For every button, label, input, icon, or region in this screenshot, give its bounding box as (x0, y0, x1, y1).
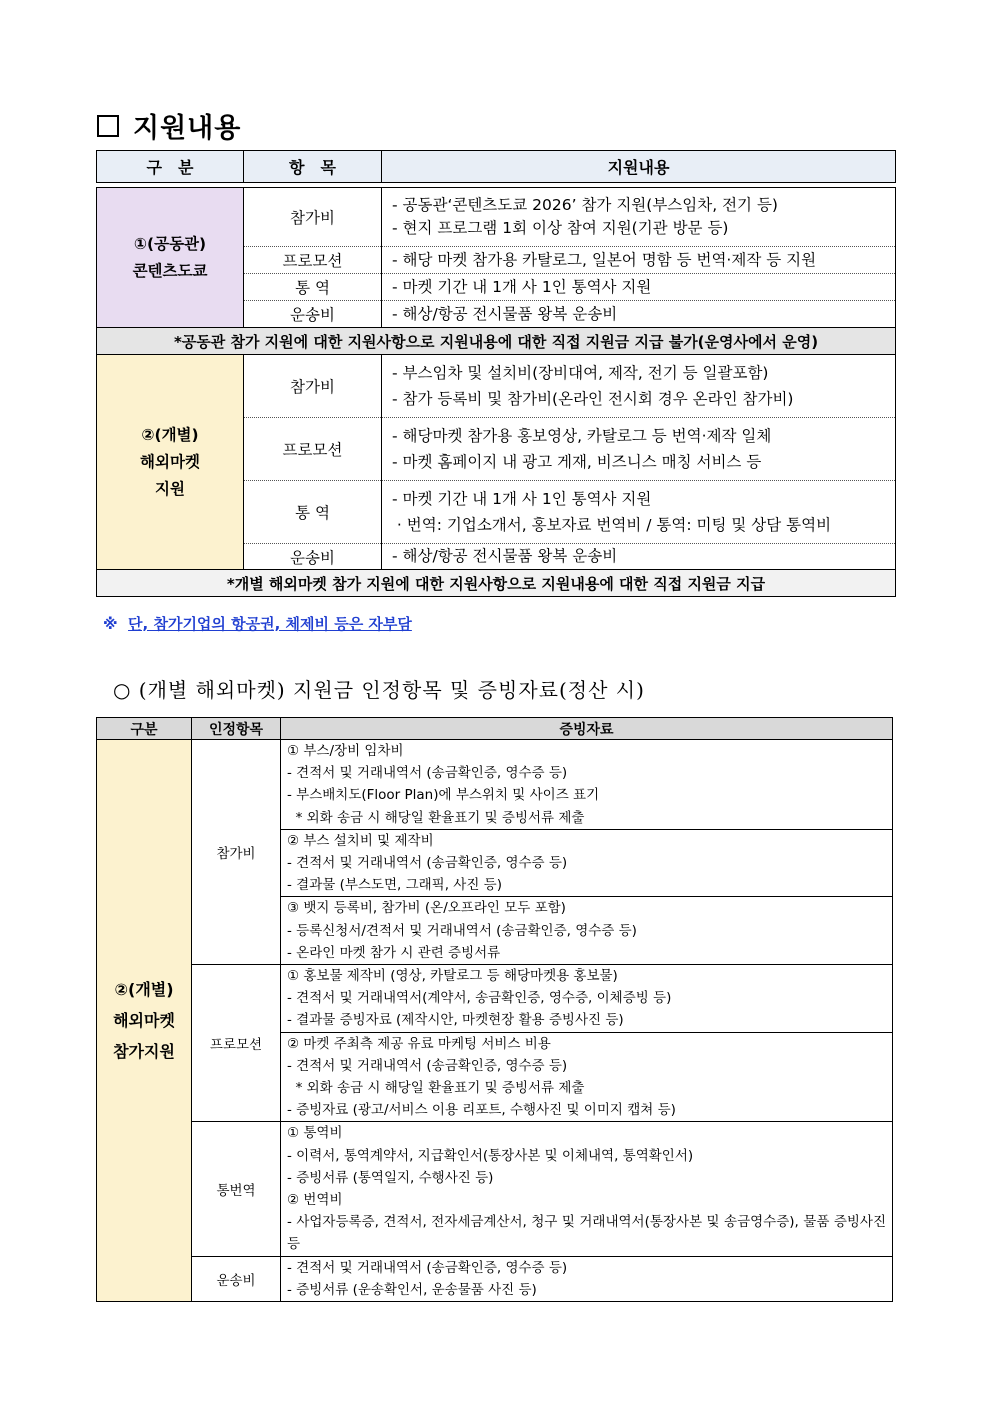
evidence-cell (281, 740, 893, 830)
evidence-line: - 등록신청서/견적서 및 거래내역서 (송금확인증, 영수증 등) (287, 922, 637, 939)
evidence-line: * 외화 송금 시 해당일 환율표기 및 증빙서류 제출 (287, 1080, 585, 1097)
evidence-line: - 견적서 및 거래내역서 (송금확인증, 영수증 등) (287, 1057, 568, 1074)
individual-note: *개별 해외마켓 참가 지원에 대한 지원사항으로 지원내용에 대한 직접 지원금 지급 (97, 570, 896, 597)
content-line: - 해상/항공 전시물품 왕복 운송비 (392, 547, 618, 565)
evidence-cell (281, 1256, 893, 1301)
category-line: ②(개별) (114, 980, 174, 1000)
content-line: · 번역: 기업소개서, 홍보자료 번역비 / 통역: 미팅 및 상담 통역비 (392, 516, 832, 534)
section-title-text: 지원내용 (133, 113, 242, 144)
support-content-table (96, 150, 896, 597)
evidence-line: ① 부스/장비 임차비 (287, 743, 404, 759)
content-cell (382, 418, 896, 481)
item-cell: 운송비 (244, 301, 382, 328)
evidence-line: - 증빙서류 (통역일지, 수행사진 등) (287, 1169, 494, 1186)
evidence-line: - 증빙서류 (운송확인서, 운송물품 사진 등) (287, 1281, 537, 1298)
content-line: - 공동관‘콘텐츠도쿄 2026’ 참가 지원(부스임차, 전기 등) (392, 196, 778, 214)
table-row (97, 188, 896, 247)
evidence-line: - 견적서 및 거래내역서 (송금확인증, 영수증 등) (287, 765, 568, 782)
evidence-line: ② 마켓 주최측 제공 유료 마케팅 서비스 비용 (287, 1035, 551, 1052)
evidence-cell (281, 897, 893, 965)
evidence-line: - 견적서 및 거래내역서 (송금확인증, 영수증 등) (287, 855, 568, 872)
item-cell: 프로모션 (244, 418, 382, 481)
category-line: 해외마켓 (113, 1011, 175, 1031)
content-cell (382, 544, 896, 570)
evidence-line: - 증빙자료 (광고/서비스 이용 리포트, 수행사진 및 이미지 캡쳐 등) (287, 1102, 676, 1119)
item-cell: 운송비 (192, 1256, 281, 1301)
item-cell: 프로모션 (244, 247, 382, 274)
category-joint-pavilion (97, 188, 244, 328)
evidence-cell (281, 1032, 893, 1122)
evidence-line: - 견적서 및 거래내역서(계약서, 송금확인증, 영수증, 이체증빙 등) (287, 990, 672, 1007)
content-cell (382, 247, 896, 274)
self-pay-notice (103, 613, 412, 634)
evidence-line: ② 번역비 (287, 1192, 343, 1209)
header-item: 항 목 (244, 151, 382, 183)
content-cell (382, 301, 896, 328)
category-line: 해외마켓 (140, 452, 200, 471)
header-evidence: 증빙자료 (281, 718, 893, 740)
content-line: - 해당마켓 참가용 홍보영상, 카탈로그 등 번역·제작 일체 (392, 427, 772, 445)
header-content: 지원내용 (382, 151, 896, 183)
joint-note: *공동관 참가 지원에 대한 지원사항으로 지원내용에 대한 직접 지원금 지급 불가(운영사에서 운영) (97, 328, 896, 355)
header-approved-item: 인정항목 (192, 718, 281, 740)
evidence-line: ② 부스 설치비 및 제작비 (287, 832, 434, 849)
content-line: - 참가 등록비 및 참가비(온라인 전시회 경우 온라인 참가비) (392, 390, 794, 408)
item-cell: 프로모션 (192, 965, 281, 1122)
evidence-line: - 온라인 마켓 참가 시 관련 증빙서류 (287, 944, 501, 961)
evidence-line: - 이력서, 통역계약서, 지급확인서(통장사본 및 이체내역, 통역확인서) (287, 1147, 694, 1164)
category-line: 콘텐츠도쿄 (132, 261, 208, 280)
checkbox-square-icon (97, 115, 119, 137)
evidence-line: - 사업자등록증, 견적서, 전자세금계산서, 청구 및 거래내역서(통장사본 및 송금영수증), 물품 증빙사진 등 (287, 1214, 886, 1253)
content-cell (382, 355, 896, 418)
subsection-title: ○ (개별 해외마켓) 지원금 인정항목 및 증빙자료(정산 시) (113, 678, 645, 702)
content-line: - 현지 프로그램 1회 이상 참여 지원(기관 방문 등) (392, 219, 729, 237)
table-row (97, 740, 893, 830)
evidence-line: ① 홍보물 제작비 (영상, 카탈로그 등 해당마켓용 홍보물) (287, 968, 618, 985)
item-cell: 참가비 (192, 740, 281, 965)
content-line: - 마켓 홈페이지 내 광고 게재, 비즈니스 매칭 서비스 등 (392, 453, 762, 471)
table-row (97, 1122, 893, 1256)
content-cell (382, 274, 896, 301)
evidence-cell (281, 829, 893, 897)
content-line: - 부스임차 및 설치비(장비대여, 제작, 전기 등 일괄포함) (392, 364, 769, 382)
item-cell: 통 역 (244, 481, 382, 544)
evidence-line: * 외화 송금 시 해당일 환율표기 및 증빙서류 제출 (287, 809, 585, 826)
evidence-cell (281, 1122, 893, 1256)
content-line: - 해상/항공 전시물품 왕복 운송비 (392, 304, 618, 323)
item-cell: 운송비 (244, 544, 382, 570)
content-cell (382, 481, 896, 544)
evidence-table (96, 717, 893, 1302)
evidence-line: - 결과물 증빙자료 (제작시안, 마켓현장 활용 증빙사진 등) (287, 1012, 624, 1029)
item-cell: 통 역 (244, 274, 382, 301)
content-line: - 마켓 기간 내 1개 사 1인 통역사 지원 (392, 277, 652, 296)
evidence-line: ① 통역비 (287, 1125, 343, 1142)
reference-mark-icon: ※ (103, 615, 118, 633)
note-row (97, 570, 896, 597)
content-line: - 마켓 기간 내 1개 사 1인 통역사 지원 (392, 490, 652, 508)
notice-text: 단, 참가기업의 항공권, 체제비 등은 자부담 (128, 615, 412, 633)
item-cell: 참가비 (244, 355, 382, 418)
category-individual-market (97, 355, 244, 570)
category-individual-participation (97, 740, 192, 1302)
table-header-row (97, 718, 893, 740)
evidence-line: - 결과물 (부스도면, 그래픽, 사진 등) (287, 877, 502, 894)
category-line: ②(개별) (141, 425, 199, 444)
note-row (97, 328, 896, 355)
category-line: 참가지원 (113, 1042, 175, 1062)
content-cell (382, 188, 896, 247)
evidence-line: ③ 뱃지 등록비, 참가비 (온/오프라인 모두 포함) (287, 900, 566, 917)
evidence-line: - 부스배치도(Floor Plan)에 부스위치 및 사이즈 표기 (287, 787, 600, 804)
evidence-cell (281, 965, 893, 1033)
content-line: - 해당 마켓 참가용 카탈로그, 일본어 명함 등 번역·제작 등 지원 (392, 250, 817, 269)
table-header-row (97, 151, 896, 183)
header-category: 구 분 (97, 151, 244, 183)
table-row (97, 355, 896, 418)
item-cell: 참가비 (244, 188, 382, 247)
category-line: ①(공동관) (133, 234, 207, 253)
header-category: 구분 (97, 718, 192, 740)
section-title (97, 106, 241, 145)
category-line: 지원 (155, 479, 185, 498)
evidence-line: - 견적서 및 거래내역서 (송금확인증, 영수증 등) (287, 1259, 568, 1276)
item-cell: 통번역 (192, 1122, 281, 1256)
table-row (97, 965, 893, 1033)
table-row (97, 1256, 893, 1301)
